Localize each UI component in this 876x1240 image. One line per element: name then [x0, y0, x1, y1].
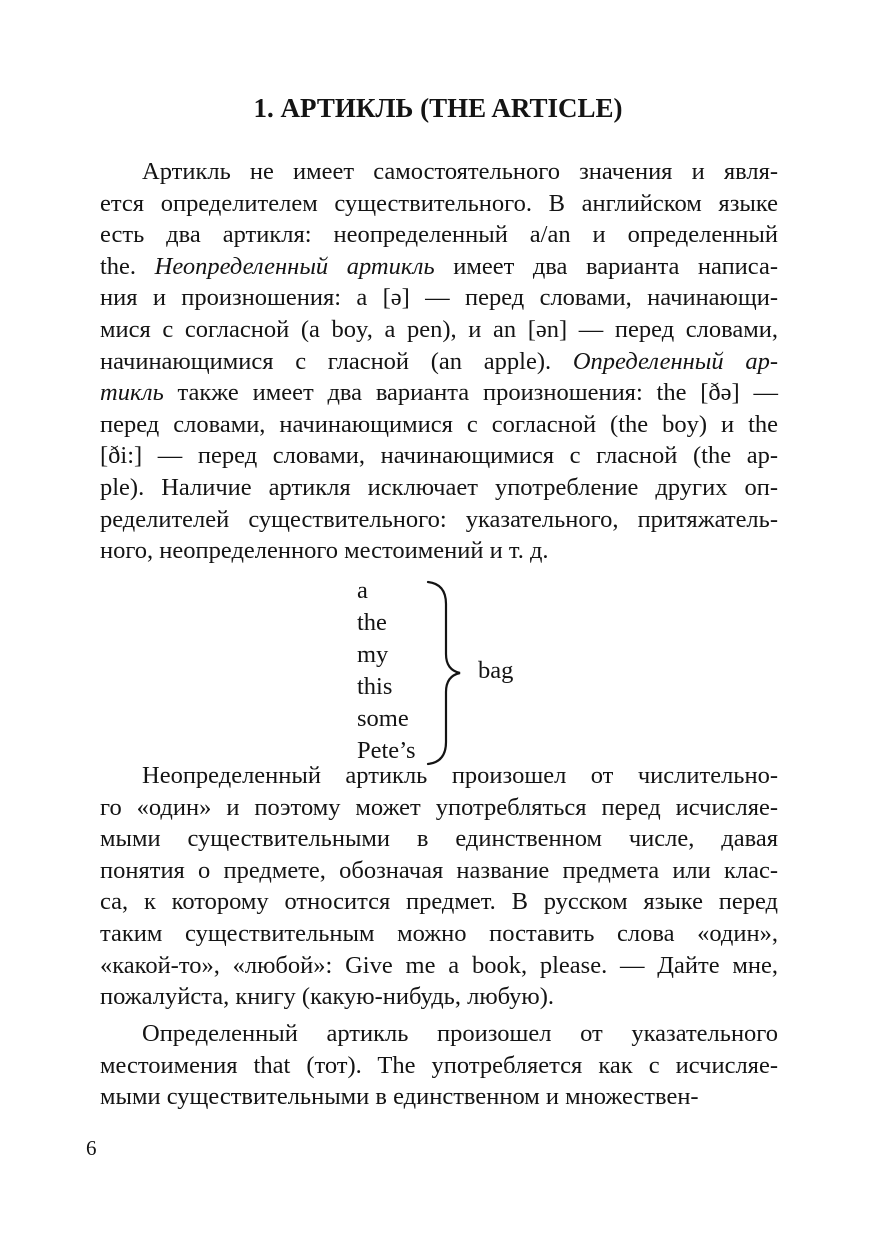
diagram-word: some: [357, 705, 409, 732]
text-line: Неопределенный артикль произошел от числительно-: [142, 762, 778, 789]
text-line: начинающимися с гласной (an apple). Определенный ар-: [100, 347, 778, 375]
diagram-noun: bag: [478, 657, 514, 684]
text-line: перед словами, начинающимися с согласной (the boy) и the: [100, 410, 778, 438]
right-brace-icon: [424, 580, 474, 766]
text-line: таким существительным можно поставить слова «один»,: [100, 919, 778, 947]
text-line: мися с согласной (a boy, a pen), и an [ən] — перед словами,: [100, 315, 778, 343]
page-title: 1. АРТИКЛЬ (THE ARTICLE): [253, 93, 623, 123]
text-line: «какой-то», «любой»: Give me a book, please. — Дайте мне,: [100, 951, 778, 979]
paragraph-definite-article: [100, 1018, 778, 1113]
text-line: понятия о предмете, обозначая название предмета или клас-: [100, 856, 778, 884]
text-line: тикль также имеет два варианта произношения: the [ðə] —: [100, 379, 778, 407]
diagram-word: my: [357, 641, 389, 668]
diagram-word: the: [357, 609, 387, 636]
text-line: мыми существительными в единственном и множествен-: [100, 1083, 699, 1111]
page-number: 6: [86, 1136, 97, 1160]
text-line: ного, неопределенного местоимений и т. д.: [100, 537, 549, 565]
diagram-word: Pete’s: [357, 737, 416, 764]
text-line: пожалуйста, книгу (какую-нибудь, любую).: [100, 983, 554, 1011]
text-line: ple). Наличие артикля исключает употребление других оп-: [100, 473, 778, 501]
text-line: the. Неопределенный артикль имеет два варианта написа-: [100, 252, 779, 280]
text-line: мыми существительными в единственном числе, давая: [100, 825, 778, 853]
text-line: Определенный артикль произошел от указательного: [142, 1020, 778, 1047]
text-line: Артикль не имеет самостоятельного значения и явля-: [142, 158, 778, 185]
diagram-word: a: [357, 577, 368, 604]
text-line: го «один» и поэтому может употребляться перед исчисляе-: [100, 793, 778, 821]
diagram-word: this: [357, 673, 393, 700]
text-line: са, к которому относится предмет. В русском языке перед: [100, 888, 778, 916]
text-line: ния и произношения: a [ə] — перед словами, начинающи-: [100, 284, 778, 312]
text-line: ределителей существительного: указательного, притяжатель-: [100, 505, 778, 533]
text-line: [ði:] — перед словами, начинающимися с гласной (the ap-: [100, 442, 778, 470]
text-line: ется определителем существительного. В английском языке: [100, 189, 778, 217]
paragraph-indefinite-article: [100, 760, 778, 1013]
paragraph-article-intro: [100, 156, 778, 567]
text-line: есть два артикля: неопределенный a/an и определенный: [100, 221, 778, 249]
text-line: местоимения that (тот). The употребляется как с исчисляе-: [100, 1051, 778, 1079]
